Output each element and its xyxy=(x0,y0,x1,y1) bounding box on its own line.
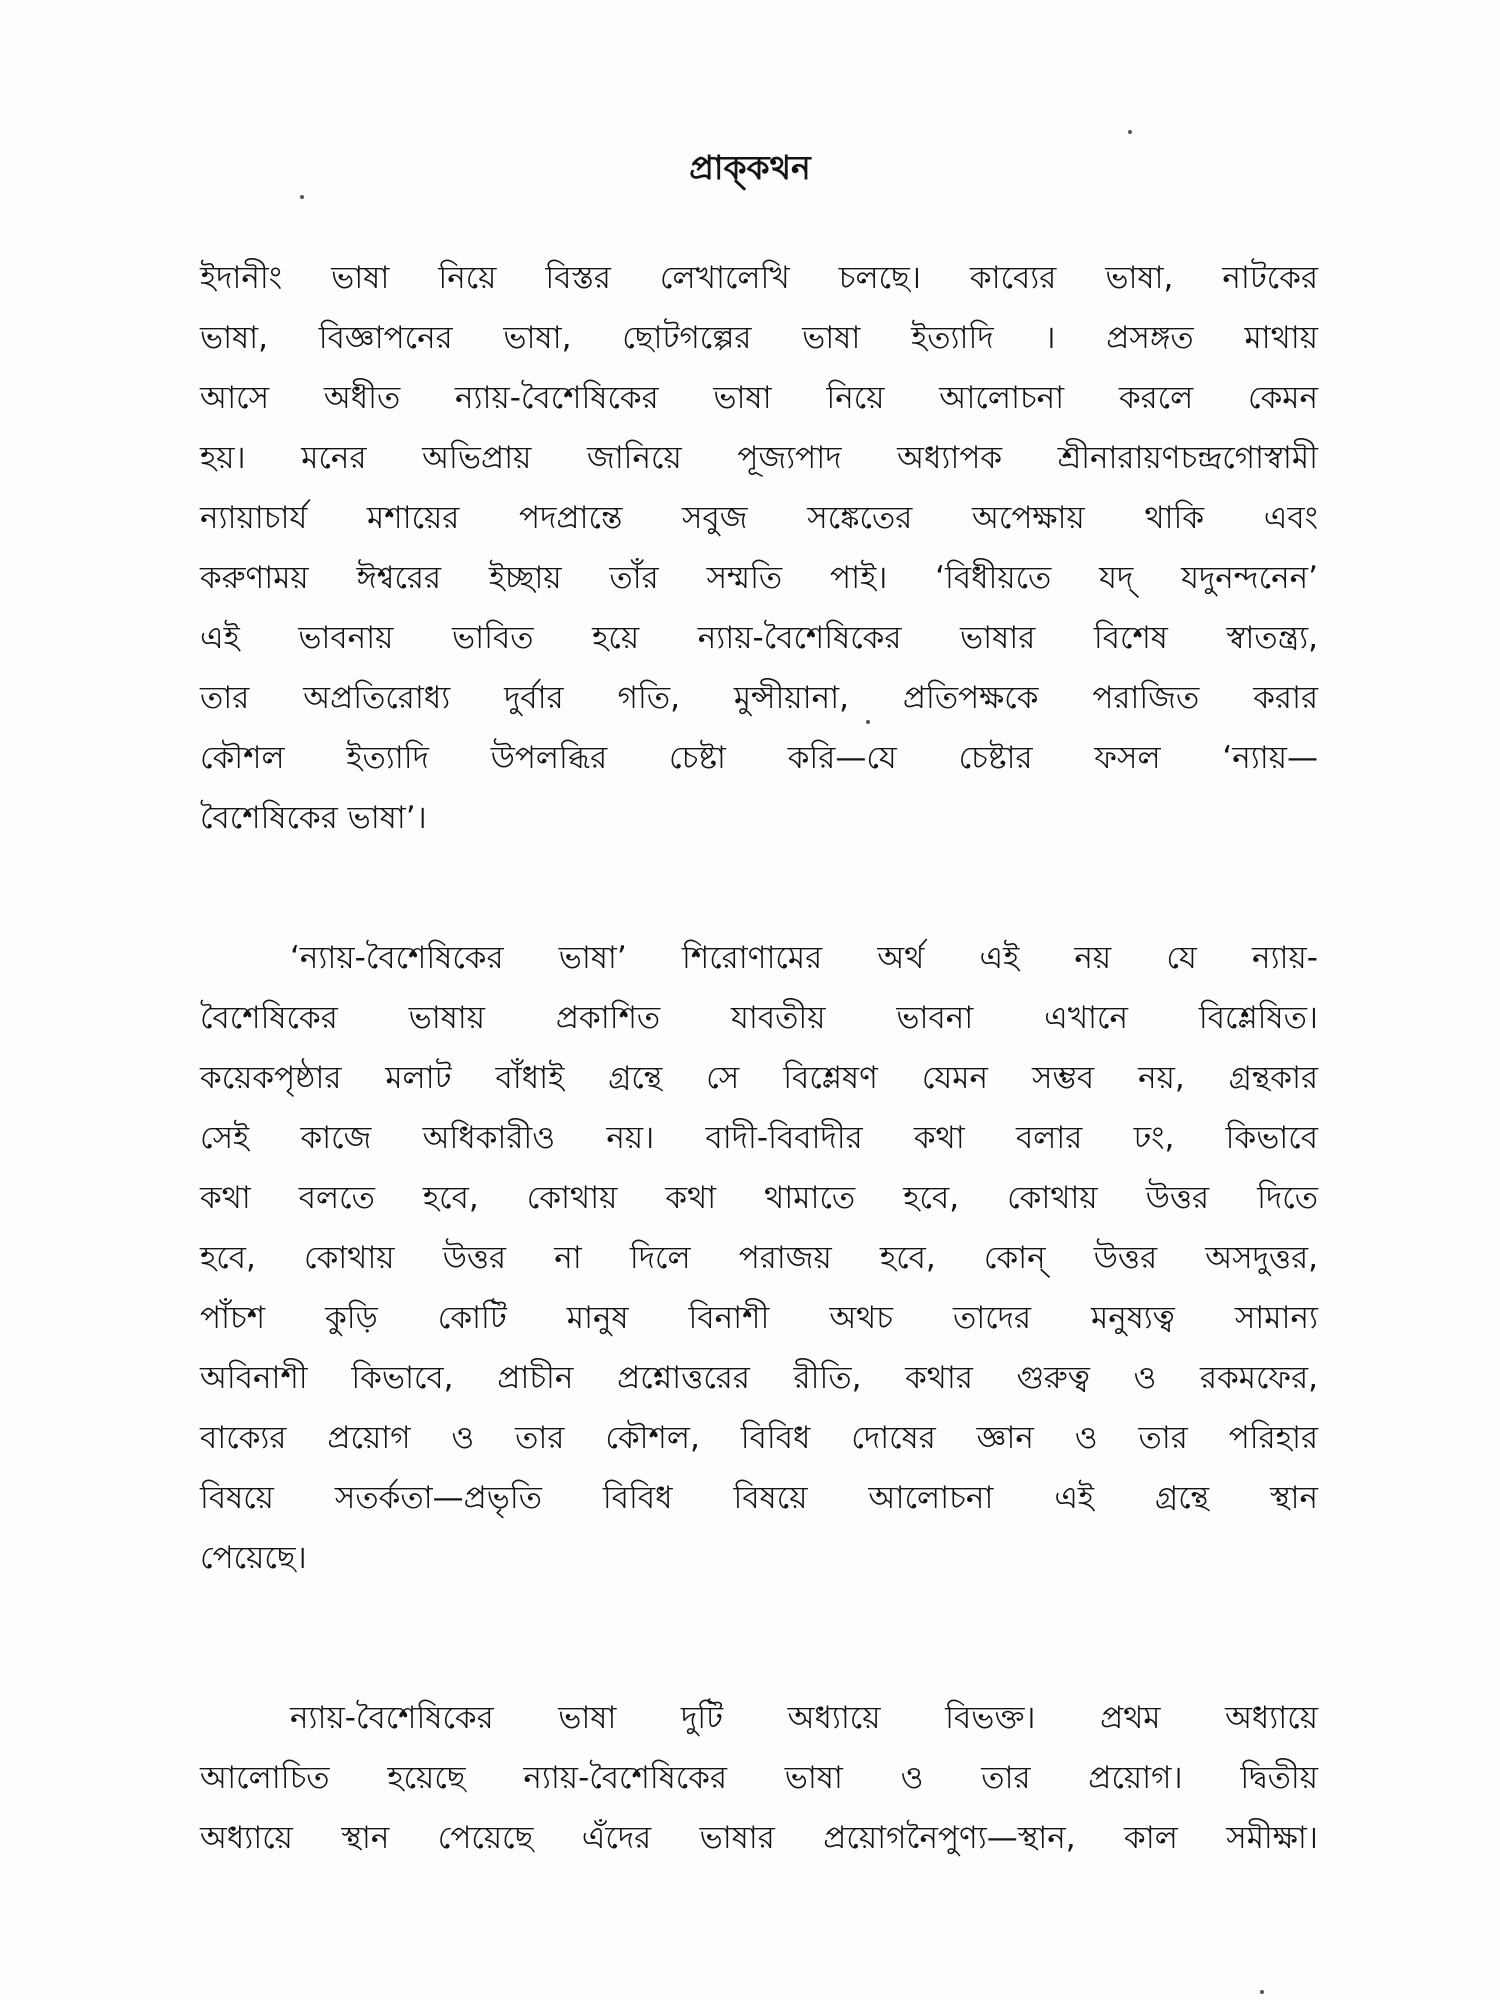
text-line: কয়েকপৃষ্ঠার মলাট বাঁধাই গ্রন্থে সে বিশ্লেষণ যেমন সম্ভব নয়, গ্রন্থকার xyxy=(200,1060,1318,1096)
text-line: বৈশেষিকের ভাষা’। xyxy=(200,800,427,836)
text-line: হবে, কোথায় উত্তর না দিলে পরাজয় হবে, কোন্‌ উত্তর অসদুত্তর, xyxy=(200,1240,1318,1276)
text-line: আলোচিত হয়েছে ন্যায়-বৈশেষিকের ভাষা ও তার প্রয়োগ। দ্বিতীয় xyxy=(200,1760,1318,1796)
text-line: বাক্যের প্রয়োগ ও তার কৌশল, বিবিধ দোষের জ্ঞান ও তার পরিহার xyxy=(200,1420,1318,1456)
text-line: ন্যায়-বৈশেষিকের ভাষা দুটি অধ্যায়ে বিভক্ত। প্রথম অধ্যায়ে xyxy=(290,1700,1318,1736)
text-line: কথা বলতে হবে, কোথায় কথা থামাতে হবে, কোথায় উত্তর দিতে xyxy=(200,1180,1318,1216)
text-line: অবিনাশী কিভাবে, প্রাচীন প্রশ্নোত্তরের রীতি, কথার গুরুত্ব ও রকমফের, xyxy=(200,1360,1318,1396)
scan-speck xyxy=(300,195,304,199)
paragraph-1 xyxy=(200,248,1318,848)
paragraph-3 xyxy=(200,1688,1318,1868)
text-line: কৌশল ইত্যাদি উপলব্ধির চেষ্টা করি—যে চেষ্টার ফসল ‘ন্যায়— xyxy=(200,740,1318,776)
text-line: পাঁচশ কুড়ি কোটি মানুষ বিনাশী অথচ তাদের মনুষ্যত্ব সামান্য xyxy=(200,1300,1318,1336)
text-line: অধ্যায়ে স্থান পেয়েছে এঁদের ভাষার প্রয়োগনৈপুণ্য—স্থান, কাল সমীক্ষা। xyxy=(200,1820,1318,1856)
text-line: পেয়েছে। xyxy=(200,1540,307,1576)
page-title: প্রাক্‌কথন xyxy=(689,148,811,187)
scan-speck xyxy=(1260,1990,1264,1994)
text-line: এই ভাবনায় ভাবিত হয়ে ন্যায়-বৈশেষিকের ভাষার বিশেষ স্বাতন্ত্র্য, xyxy=(200,620,1318,656)
text-line: হয়। মনের অভিপ্রায় জানিয়ে পূজ্যপাদ অধ্যাপক শ্রীনারায়ণচন্দ্রগোস্বামী xyxy=(200,440,1318,476)
text-line: সেই কাজে অধিকারীও নয়। বাদী-বিবাদীর কথা বলার ঢং, কিভাবে xyxy=(200,1120,1318,1156)
text-line: করুণাময় ঈশ্বরের ইচ্ছায় তাঁর সম্মতি পাই। ‘বিধীয়তে যদ্‌ যদুনন্দনেন’ xyxy=(200,560,1318,596)
scan-speck xyxy=(866,720,870,724)
text-line: ন্যায়াচার্য মশায়ের পদপ্রান্তে সবুজ সঙ্কেতের অপেক্ষায় থাকি এবং xyxy=(200,500,1318,536)
scan-speck xyxy=(1128,130,1132,134)
text-line: ‘ন্যায়-বৈশেষিকের ভাষা’ শিরোণামের অর্থ এই নয় যে ন্যায়- xyxy=(290,940,1318,976)
text-line: বিষয়ে সতর্কতা—প্রভৃতি বিবিধ বিষয়ে আলোচনা এই গ্রন্থে স্থান xyxy=(200,1480,1318,1516)
paragraph-2 xyxy=(200,928,1318,1588)
text-line: আসে অধীত ন্যায়-বৈশেষিকের ভাষা নিয়ে আলোচনা করলে কেমন xyxy=(200,380,1318,416)
text-line: তার অপ্রতিরোধ্য দুর্বার গতি, মুন্সীয়ানা, প্রতিপক্ষকে পরাজিত করার xyxy=(200,680,1318,716)
text-line: ভাষা, বিজ্ঞাপনের ভাষা, ছোটগল্পের ভাষা ইত্যাদি । প্রসঙ্গত মাথায় xyxy=(200,320,1318,356)
text-line: বৈশেষিকের ভাষায় প্রকাশিত যাবতীয় ভাবনা এখানে বিশ্লেষিত। xyxy=(200,1000,1318,1036)
text-line: ইদানীং ভাষা নিয়ে বিস্তর লেখালেখি চলছে। কাব্যের ভাষা, নাটকের xyxy=(200,260,1318,296)
